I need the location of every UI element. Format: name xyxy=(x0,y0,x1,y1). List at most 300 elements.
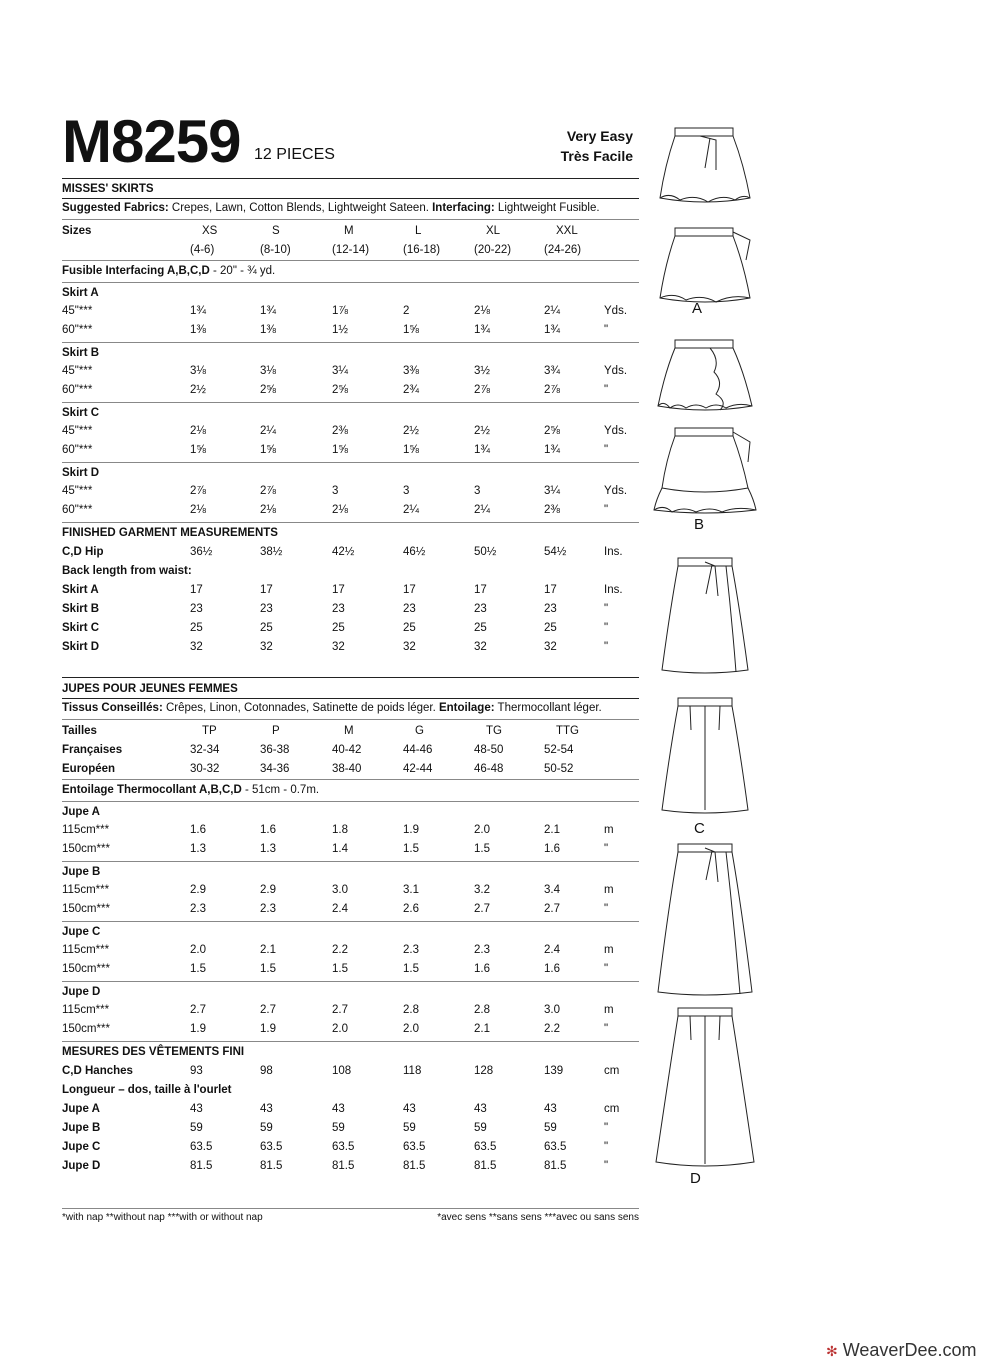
en-section-title: MISSES' SKIRTS xyxy=(62,183,154,195)
fr-hip-row-unit: cm xyxy=(604,1065,620,1077)
fr-length-row-value: 81.5 xyxy=(332,1160,355,1172)
en-yardage-unit: " xyxy=(604,444,609,456)
en-yardage-value: 3¼ xyxy=(544,485,560,497)
en-yardage-value: 2⅛ xyxy=(190,504,206,516)
en-hip-row-value: 36½ xyxy=(190,546,213,558)
fr-yardage-unit: m xyxy=(604,824,614,836)
view-a-back-sketch xyxy=(660,228,750,302)
fr-length-row-value: 43 xyxy=(332,1103,345,1115)
en-length-row-value: 23 xyxy=(190,603,203,615)
fr-length-row-value: 81.5 xyxy=(544,1160,567,1172)
fr-yardage-value: 2.9 xyxy=(190,884,206,896)
fr-sizes-label: Tailles xyxy=(62,725,97,737)
fr-length-row-value: 63.5 xyxy=(544,1141,567,1153)
fr-yardage-value: 2.9 xyxy=(260,884,276,896)
fr-length-row-value: 43 xyxy=(260,1103,273,1115)
en-yardage-value: 3¾ xyxy=(544,365,560,377)
fr-yardage-value: 1.5 xyxy=(403,843,419,855)
fr-hip-row-value: 118 xyxy=(403,1065,422,1077)
en-length-row-value: 17 xyxy=(403,584,416,596)
en-view-label: Skirt B xyxy=(62,347,100,359)
en-yardage-value: 1⅜ xyxy=(190,324,206,336)
en-length-row-value: 25 xyxy=(474,622,487,634)
pieces-count: 12 PIECES xyxy=(254,146,335,163)
fr-yardage-value: 2.3 xyxy=(260,903,276,915)
section-divider xyxy=(62,719,639,720)
en-yardage-value: 3 xyxy=(474,485,481,497)
fr-length-row-value: 59 xyxy=(403,1122,416,1134)
en-yardage-unit: " xyxy=(604,324,609,336)
fr-hip-row-label: C,D Hanches xyxy=(62,1065,133,1077)
en-fabric-width: 45"*** xyxy=(62,365,93,377)
fr-yardage-value: 2.4 xyxy=(332,903,348,915)
fr-yardage-value: 2.3 xyxy=(403,944,419,956)
fr-size-header: TTG xyxy=(556,725,579,737)
fabrics-text: Crepes, Lawn, Cotton Blends, Lightweight Sateen. xyxy=(168,202,433,214)
en-length-row-unit: " xyxy=(604,603,609,615)
view-b-front-sketch xyxy=(658,340,752,410)
en-view-label: Skirt D xyxy=(62,467,100,479)
en-length-row-value: 17 xyxy=(260,584,273,596)
fr-yardage-value: 2.8 xyxy=(474,1004,490,1016)
fr-view-label: Jupe D xyxy=(62,986,101,998)
en-length-row-value: 25 xyxy=(260,622,273,634)
fr-yardage-value: 1.6 xyxy=(190,824,206,836)
view-d-front-sketch xyxy=(658,844,752,995)
fr-yardage-value: 3.2 xyxy=(474,884,490,896)
en-yardage-value: 1¾ xyxy=(544,324,560,336)
fr-yardage-value: 3.1 xyxy=(403,884,419,896)
en-length-row-value: 32 xyxy=(544,641,557,653)
fr-length-row-value: 63.5 xyxy=(403,1141,426,1153)
en-view-label: Skirt C xyxy=(62,407,100,419)
fr-fabric-width: 150cm*** xyxy=(62,843,110,855)
en-length-row-value: 32 xyxy=(332,641,345,653)
interfacing-text: Lightweight Fusible. xyxy=(494,202,600,214)
en-yardage-value: 2⅝ xyxy=(260,384,276,396)
view-c-back-sketch xyxy=(662,698,748,813)
view-a-label: A xyxy=(692,300,703,317)
en-yardage-value: 2 xyxy=(403,305,410,317)
fr-size-header: G xyxy=(415,725,424,737)
en-length-row-value: 25 xyxy=(332,622,345,634)
en-size-header: S xyxy=(272,225,280,237)
fr-yardage-value: 2.0 xyxy=(403,1023,419,1035)
fr-length-row-unit: " xyxy=(604,1122,609,1134)
en-size-range: (12-14) xyxy=(332,244,370,256)
fr-yardage-value: 2.7 xyxy=(474,903,490,915)
interfacing-label: Entoilage: xyxy=(438,702,495,714)
en-length-row-value: 25 xyxy=(190,622,203,634)
fr-sizes-label: Françaises xyxy=(62,744,123,756)
view-c-label: C xyxy=(694,820,705,837)
fr-yardage-unit: " xyxy=(604,963,609,975)
en-view-label: Skirt A xyxy=(62,287,99,299)
en-fabric-width: 60"*** xyxy=(62,444,93,456)
fr-size-header: M xyxy=(344,725,354,737)
fr-yardage-unit: " xyxy=(604,843,609,855)
fr-yardage-unit: " xyxy=(604,1023,609,1035)
en-yardage-value: 3⅛ xyxy=(190,365,206,377)
en-size-header: XS xyxy=(202,225,218,237)
section-divider xyxy=(62,282,639,283)
en-length-row-value: 23 xyxy=(260,603,273,615)
watermark-text: WeaverDee.com xyxy=(842,1340,977,1360)
fabrics-text: Crêpes, Linon, Cotonnades, Satinette de poids léger. xyxy=(162,702,439,714)
en-yardage-unit: " xyxy=(604,384,609,396)
fr-length-row-label: Jupe C xyxy=(62,1141,101,1153)
eu-size-range: 30-32 xyxy=(190,763,220,775)
fr-yardage-value: 2.0 xyxy=(474,824,490,836)
fr-yardage-value: 1.6 xyxy=(260,824,276,836)
fr-yardage-unit: m xyxy=(604,1004,614,1016)
en-yardage-value: 1⅝ xyxy=(403,324,419,336)
en-size-header: XL xyxy=(486,225,501,237)
fr-yardage-value: 3.0 xyxy=(544,1004,560,1016)
en-size-header: L xyxy=(415,225,422,237)
en-length-row-label: Skirt C xyxy=(62,622,100,634)
fr-length-row-label: Jupe D xyxy=(62,1160,101,1172)
fr-view-label: Jupe B xyxy=(62,866,101,878)
fr-length-row-unit: " xyxy=(604,1160,609,1172)
fr-length-row-value: 59 xyxy=(332,1122,345,1134)
fr-length-row-label: Jupe B xyxy=(62,1122,101,1134)
en-yardage-value: 2¼ xyxy=(474,504,490,516)
en-yardage-value: 2⅞ xyxy=(474,384,490,396)
en-length-row-value: 23 xyxy=(332,603,345,615)
en-yardage-value: 3¼ xyxy=(332,365,348,377)
section-divider xyxy=(62,219,639,220)
section-divider xyxy=(62,921,639,922)
fabrics-label: Suggested Fabrics: xyxy=(62,202,169,214)
en-fabrics xyxy=(62,202,600,214)
fr-yardage-value: 1.9 xyxy=(190,1023,206,1035)
section-divider xyxy=(62,522,639,523)
fr-yardage-value: 1.5 xyxy=(260,963,276,975)
en-length-row-value: 23 xyxy=(474,603,487,615)
en-fabric-width: 60"*** xyxy=(62,384,93,396)
en-size-range: (20-22) xyxy=(474,244,512,256)
en-length-row-unit: " xyxy=(604,641,609,653)
view-b-back-sketch xyxy=(654,428,756,513)
en-yardage-value: 2⅛ xyxy=(332,504,348,516)
fr-size-range: 52-54 xyxy=(544,744,574,756)
en-hip-row-value: 46½ xyxy=(403,546,426,558)
fr-length-row-label: Jupe A xyxy=(62,1103,100,1115)
en-yardage-value: 2⅜ xyxy=(544,504,560,516)
fabrics-label: Tissus Conseillés: xyxy=(62,702,163,714)
view-d-label: D xyxy=(690,1170,701,1187)
en-yardage-value: 1¾ xyxy=(544,444,560,456)
fr-length-row-value: 59 xyxy=(474,1122,487,1134)
fr-yardage-value: 1.6 xyxy=(544,963,560,975)
en-yardage-value: 2½ xyxy=(190,384,206,396)
en-yardage-value: 1¾ xyxy=(260,305,276,317)
en-size-range: (24-26) xyxy=(544,244,582,256)
section-divider xyxy=(62,861,639,862)
en-yardage-value: 1⅞ xyxy=(332,305,348,317)
pattern-number: M8259 xyxy=(62,108,241,175)
en-yardage-value: 1⅝ xyxy=(190,444,206,456)
fr-fabric-width: 115cm*** xyxy=(62,944,110,956)
eu-size-range: 50-52 xyxy=(544,763,574,775)
butterfly-icon: ✻ xyxy=(826,1343,838,1359)
fr-length-row-value: 63.5 xyxy=(474,1141,497,1153)
fr-yardage-value: 2.7 xyxy=(260,1004,276,1016)
en-back-length-label: Back length from waist: xyxy=(62,565,192,577)
fr-yardage-value: 1.5 xyxy=(474,843,490,855)
fr-section-title: JUPES POUR JEUNES FEMMES xyxy=(62,683,238,695)
en-hip-row-label: C,D Hip xyxy=(62,546,104,558)
watermark-logo xyxy=(826,1340,976,1361)
fr-yardage-value: 1.3 xyxy=(260,843,276,855)
en-length-row-value: 17 xyxy=(190,584,203,596)
fr-size-range: 40-42 xyxy=(332,744,362,756)
fr-fabric-width: 150cm*** xyxy=(62,903,110,915)
en-fabric-width: 45"*** xyxy=(62,425,93,437)
skirt-sketches xyxy=(650,110,760,1190)
en-hip-row-value: 50½ xyxy=(474,546,497,558)
en-length-row-value: 17 xyxy=(332,584,345,596)
footer-nap-key-en: *with nap **without nap ***with or without nap xyxy=(62,1212,263,1223)
en-yardage-value: 3½ xyxy=(474,365,490,377)
en-yardage-value: 3⅛ xyxy=(260,365,276,377)
fusible-label: Entoilage Thermocollant A,B,C,D xyxy=(62,784,242,796)
eu-size-range: 34-36 xyxy=(260,763,290,775)
en-yardage-value: 2⅞ xyxy=(260,485,276,497)
en-yardage-value: 1⅝ xyxy=(260,444,276,456)
eu-size-range: 38-40 xyxy=(332,763,362,775)
en-yardage-value: 2⅛ xyxy=(190,425,206,437)
en-hip-row-unit: Ins. xyxy=(604,546,623,558)
en-fabric-width: 45"*** xyxy=(62,485,93,497)
fr-yardage-value: 3.4 xyxy=(544,884,560,896)
section-divider xyxy=(62,462,639,463)
fr-yardage-value: 1.8 xyxy=(332,824,348,836)
en-yardage-value: 2¼ xyxy=(260,425,276,437)
fr-yardage-value: 2.6 xyxy=(403,903,419,915)
en-yardage-value: 1⅝ xyxy=(332,444,348,456)
fr-yardage-unit: m xyxy=(604,944,614,956)
fr-yardage-value: 2.3 xyxy=(474,944,490,956)
en-length-row-value: 23 xyxy=(544,603,557,615)
en-fabric-width: 60"*** xyxy=(62,324,93,336)
fr-yardage-value: 1.9 xyxy=(403,824,419,836)
en-length-row-value: 17 xyxy=(474,584,487,596)
skirt-views-svg xyxy=(650,110,760,1190)
fr-yardage-value: 2.7 xyxy=(332,1004,348,1016)
en-finished-title: FINISHED GARMENT MEASUREMENTS xyxy=(62,527,278,539)
en-length-row-value: 17 xyxy=(544,584,557,596)
fr-fusible-line xyxy=(62,783,319,797)
fusible-amount: - 51cm - 0.7m. xyxy=(241,784,320,796)
en-size-header: M xyxy=(344,225,354,237)
fr-yardage-value: 2.8 xyxy=(403,1004,419,1016)
en-length-row-value: 25 xyxy=(544,622,557,634)
section-divider xyxy=(62,981,639,982)
fr-yardage-value: 1.5 xyxy=(332,963,348,975)
section-divider xyxy=(62,779,639,780)
fr-length-row-value: 81.5 xyxy=(403,1160,426,1172)
section-divider xyxy=(62,698,639,699)
en-yardage-unit: Yds. xyxy=(604,305,628,317)
fr-hip-row-value: 93 xyxy=(190,1065,203,1077)
en-yardage-value: 1½ xyxy=(332,324,348,336)
en-yardage-unit: Yds. xyxy=(604,365,628,377)
en-yardage-value: 2½ xyxy=(403,425,419,437)
en-yardage-value: 2¼ xyxy=(544,305,560,317)
fr-fabric-width: 115cm*** xyxy=(62,884,110,896)
fr-yardage-value: 2.1 xyxy=(474,1023,490,1035)
fr-size-header: TG xyxy=(486,725,502,737)
en-length-row-value: 32 xyxy=(474,641,487,653)
fr-finished-title: MESURES DES VÊTEMENTS FINI xyxy=(62,1046,245,1058)
en-yardage-unit: Yds. xyxy=(604,425,628,437)
fr-yardage-value: 2.1 xyxy=(260,944,276,956)
en-length-row-unit: " xyxy=(604,622,609,634)
en-fabric-width: 45"*** xyxy=(62,305,93,317)
view-d-back-sketch xyxy=(656,1008,754,1166)
en-yardage-value: 1⅝ xyxy=(403,444,419,456)
fr-length-row-value: 81.5 xyxy=(474,1160,497,1172)
fr-yardage-value: 1.9 xyxy=(260,1023,276,1035)
fr-yardage-value: 2.7 xyxy=(544,903,560,915)
fr-fabric-width: 150cm*** xyxy=(62,963,110,975)
section-divider xyxy=(62,342,639,343)
eu-size-range: 42-44 xyxy=(403,763,433,775)
en-fusible-line xyxy=(62,264,275,278)
view-a-front-sketch xyxy=(660,128,750,202)
fr-hip-row-value: 108 xyxy=(332,1065,352,1077)
en-yardage-value: 2⅛ xyxy=(260,504,276,516)
en-yardage-value: 3 xyxy=(332,485,339,497)
en-yardage-value: 3 xyxy=(403,485,410,497)
fr-view-label: Jupe C xyxy=(62,926,101,938)
en-hip-row-value: 54½ xyxy=(544,546,567,558)
fr-yardage-value: 1.6 xyxy=(544,843,560,855)
fr-length-row-value: 43 xyxy=(403,1103,416,1115)
fr-yardage-value: 1.4 xyxy=(332,843,348,855)
fr-length-row-value: 43 xyxy=(544,1103,557,1115)
en-size-range: (4-6) xyxy=(190,244,215,256)
fr-length-row-unit: cm xyxy=(604,1103,620,1115)
fr-fabric-width: 115cm*** xyxy=(62,824,110,836)
fr-back-length-label: Longueur – dos, taille à l'ourlet xyxy=(62,1084,232,1096)
fr-yardage-unit: " xyxy=(604,903,609,915)
footer-nap-key-fr: *avec sens **sans sens ***avec ou sans sens xyxy=(437,1212,639,1223)
interfacing-text: Thermocollant léger. xyxy=(494,702,602,714)
fusible-amount: - 20" - ¾ yd. xyxy=(209,265,276,277)
en-yardage-value: 2⅜ xyxy=(332,425,348,437)
view-b-label: B xyxy=(694,516,705,533)
en-yardage-value: 2¼ xyxy=(403,504,419,516)
difficulty-en: Very Easy xyxy=(566,128,633,144)
en-length-row-value: 32 xyxy=(260,641,273,653)
fr-yardage-value: 2.7 xyxy=(190,1004,206,1016)
interfacing-label: Interfacing: xyxy=(432,202,495,214)
fr-size-range: 32-34 xyxy=(190,744,220,756)
view-c-front-sketch xyxy=(662,558,748,673)
en-hip-row-value: 42½ xyxy=(332,546,355,558)
fr-yardage-value: 2.2 xyxy=(544,1023,560,1035)
fr-yardage-value: 3.0 xyxy=(332,884,348,896)
en-fabric-width: 60"*** xyxy=(62,504,93,516)
fr-length-row-value: 63.5 xyxy=(332,1141,355,1153)
en-yardage-value: 3⅜ xyxy=(403,365,419,377)
section-divider xyxy=(62,402,639,403)
fr-yardage-value: 1.5 xyxy=(403,963,419,975)
fusible-label: Fusible Interfacing A,B,C,D xyxy=(62,265,210,277)
en-sizes-label: Sizes xyxy=(62,225,92,237)
fr-length-row-value: 59 xyxy=(190,1122,203,1134)
fr-length-row-value: 81.5 xyxy=(190,1160,213,1172)
fr-size-range: 44-46 xyxy=(403,744,433,756)
footer-divider xyxy=(62,1208,639,1209)
en-size-header: XXL xyxy=(556,225,578,237)
en-length-row-value: 23 xyxy=(403,603,416,615)
fr-yardage-value: 1.5 xyxy=(190,963,206,975)
fr-fabric-width: 150cm*** xyxy=(62,1023,110,1035)
en-yardage-value: 2⅞ xyxy=(544,384,560,396)
difficulty xyxy=(561,126,633,166)
fr-hip-row-value: 98 xyxy=(260,1065,273,1077)
fr-length-row-value: 63.5 xyxy=(260,1141,283,1153)
en-length-row-value: 32 xyxy=(190,641,203,653)
fr-yardage-unit: m xyxy=(604,884,614,896)
difficulty-fr: Très Facile xyxy=(560,148,633,164)
en-yardage-value: 2¾ xyxy=(403,384,419,396)
en-yardage-value: 2⅝ xyxy=(332,384,348,396)
eu-size-range: 46-48 xyxy=(474,763,504,775)
en-yardage-unit: " xyxy=(604,504,609,516)
fr-length-row-value: 43 xyxy=(474,1103,487,1115)
en-yardage-value: 2⅝ xyxy=(544,425,560,437)
fr-length-row-value: 59 xyxy=(544,1122,557,1134)
fr-size-header: TP xyxy=(202,725,217,737)
fr-yardage-value: 2.0 xyxy=(332,1023,348,1035)
en-length-row-label: Skirt B xyxy=(62,603,100,615)
en-yardage-value: 2⅛ xyxy=(474,305,490,317)
en-yardage-value: 1¾ xyxy=(474,324,490,336)
en-length-row-label: Skirt A xyxy=(62,584,99,596)
fr-hip-row-value: 139 xyxy=(544,1065,564,1077)
fr-fabrics xyxy=(62,702,602,714)
en-length-row-value: 32 xyxy=(403,641,416,653)
section-divider xyxy=(62,198,639,199)
fr-length-row-value: 81.5 xyxy=(260,1160,283,1172)
fr-length-row-unit: " xyxy=(604,1141,609,1153)
section-divider xyxy=(62,677,639,678)
en-length-row-value: 25 xyxy=(403,622,416,634)
eu-sizes-label: Européen xyxy=(62,763,116,775)
fr-size-range: 36-38 xyxy=(260,744,290,756)
en-size-range: (16-18) xyxy=(403,244,441,256)
en-yardage-value: 2⅞ xyxy=(190,485,206,497)
fr-yardage-value: 2.0 xyxy=(190,944,206,956)
en-length-row-unit: Ins. xyxy=(604,584,623,596)
en-yardage-unit: Yds. xyxy=(604,485,628,497)
en-yardage-value: 1¾ xyxy=(474,444,490,456)
en-yardage-value: 2½ xyxy=(474,425,490,437)
fr-size-header: P xyxy=(272,725,280,737)
section-divider xyxy=(62,1041,639,1042)
fr-length-row-value: 59 xyxy=(260,1122,273,1134)
en-length-row-label: Skirt D xyxy=(62,641,100,653)
fr-size-range: 48-50 xyxy=(474,744,504,756)
section-divider xyxy=(62,260,639,261)
en-hip-row-value: 38½ xyxy=(260,546,283,558)
fr-view-label: Jupe A xyxy=(62,806,100,818)
